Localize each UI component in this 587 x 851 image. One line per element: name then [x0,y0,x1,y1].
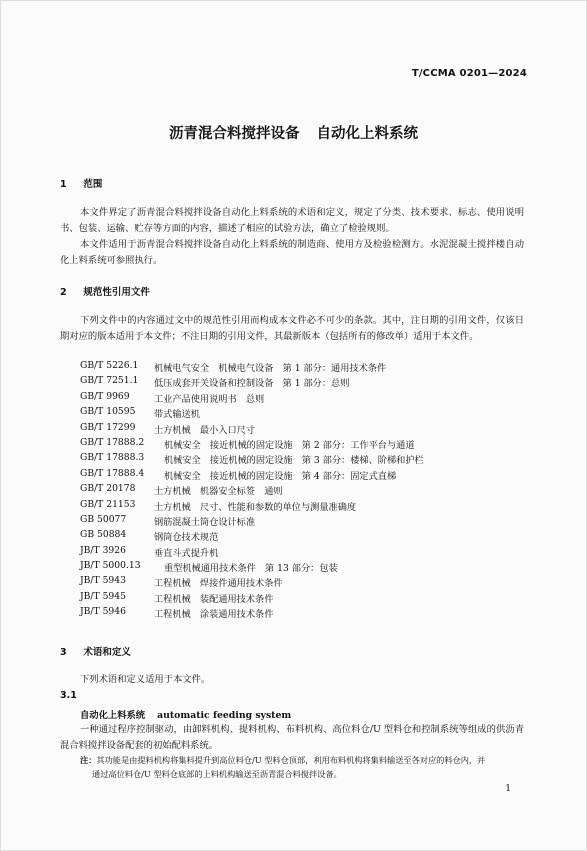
reference-item: GB/T 20178 土方机械 机器安全标签 通则 [80,483,283,498]
term-name-cn: 自动化上料系统 [80,710,146,721]
references-intro: 下列文件中的内容通过文中的规范性引用而构成本文件必不可少的条款。其中，注日期的引用文件，仅该日期对应的版本适用于本文件；不注日期的引用文件，其最新版本（包括所有的修改单）适用于本文件。 [60,315,524,342]
scope-paragraph-1: 本文件界定了沥青混合料搅拌设备自动化上料系统的术语和定义，规定了分类、技术要求、标志、使用说明书、包装、运输、贮存等方面的内容，描述了相应的试验方法，确立了检验规则。 [60,207,524,234]
section-3-heading [60,644,131,658]
section-number: 2 [60,287,67,298]
note-line-1: 其功能是由提料机构将集料提升到高位料仓/U 型料仓顶部，利用布料机构将集料输送至各对应的料仓内，并 [96,755,486,765]
reference-item: JB/T 5000.13 重型机械通用技术条件 第 13 部分：包装 [80,560,338,575]
reference-item: GB/T 21153 土方机械 尺寸、性能和参数的单位与测量准确度 [80,498,357,513]
note-label: 注： [80,755,97,765]
section-2-heading [60,284,150,298]
reference-item: GB/T 5226.1 机械电气安全 机械电气设备 第 1 部分：通用技术条件 [80,360,387,374]
note-line-2: 通过高位料仓/U 型料仓底部的上料机构输送至沥青混合料搅拌设备。 [92,768,342,779]
section-1-heading [60,176,102,190]
term-definition: 一种通过程序控制驱动，由卸料机构、提料机构、布料机构、高位料仓/U 型料仓和控制系统等组成的供沥青混合料搅拌设备配套的初始配料系统。 [60,724,524,751]
reference-item: GB/T 17299 土方机械 最小入口尺寸 [80,421,256,436]
section-title: 范围 [83,179,103,190]
term-number: 3.1 [60,690,77,701]
document-code: T/CCMA 0201—2024 [411,68,527,79]
section-number: 3 [60,647,67,658]
terms-intro: 下列术语和定义适用于本文件。 [80,674,211,685]
reference-item: GB/T 7251.1 低压成套开关设备和控制设备 第 1 部分：总则 [80,375,350,390]
reference-item: JB/T 5943 工程机械 焊接件通用技术条件 [80,575,283,590]
section-title: 术语和定义 [83,647,131,658]
section-title: 规范性引用文件 [83,287,150,298]
reference-item: JB/T 3926 垂直斗式提升机 [80,544,219,559]
reference-item: JB/T 5946 工程机械 涂装通用技术条件 [80,606,274,621]
reference-item: GB/T 17888.2 机械安全 接近机械的固定设施 第 2 部分：工作平台与通道 [80,436,415,451]
term-name [80,707,291,721]
scope-paragraph-2: 本文件适用于沥青混合料搅拌设备自动化上料系统的制造商、使用方及检验检测方。水泥混凝土搅拌楼自动化上料系统可参照执行。 [60,239,524,266]
reference-item: GB 50077 钢筋混凝土筒仓设计标准 [80,513,256,528]
reference-item: GB/T 9969 工业产品使用说明书 总则 [80,390,265,405]
reference-item: JB/T 5945 工程机械 装配通用技术条件 [80,590,274,605]
reference-item: GB/T 17888.3 机械安全 接近机械的固定设施 第 3 部分：楼梯、阶梯和护栏 [80,452,424,467]
reference-list [80,360,424,622]
reference-item: GB/T 10595 带式输送机 [80,406,200,421]
document-title: 沥青混合料搅拌设备 自动化上料系统 [168,126,419,142]
page-number: 1 [505,784,511,794]
reference-item: GB/T 17888.4 机械安全 接近机械的固定设施 第 4 部分：固定式直梯 [80,467,397,482]
term-note [80,754,526,781]
section-number: 1 [60,179,67,190]
term-name-en: automatic feeding system [157,710,292,721]
reference-item: GB 50884 钢筒仓技术规范 [80,529,219,544]
